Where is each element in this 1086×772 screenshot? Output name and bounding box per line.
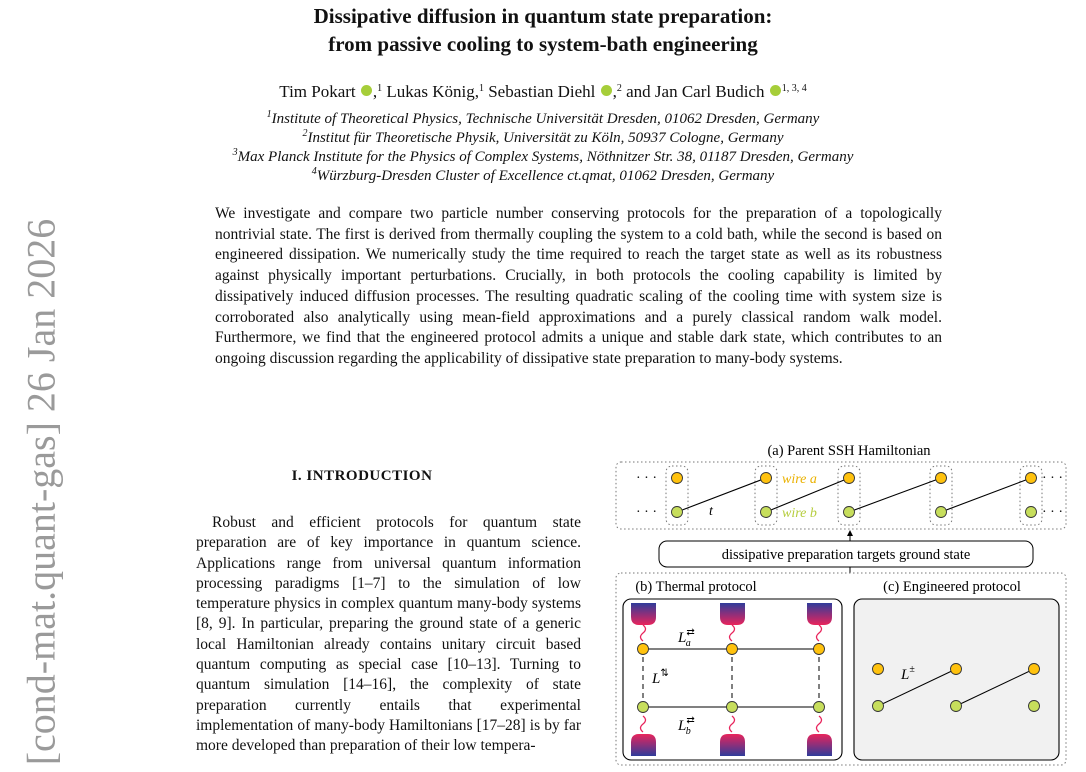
panel-c xyxy=(854,599,1059,760)
author-name: Lukas König xyxy=(386,82,475,101)
affiliation: $^4$Würzburg-Dresden Cluster of Excellence ct.qmat, 01062 Dresden, Germany xyxy=(311,166,775,184)
affiliation: $^2$Institut für Theoretische Physik, Universität zu Köln, 50937 Cologne, Germany xyxy=(302,128,784,146)
title-line-2: from passive cooling to system-bath engineering xyxy=(328,32,758,56)
figure-svg xyxy=(614,442,1072,767)
ellipsis: · · · xyxy=(1042,471,1063,486)
author-name: Tim Pokart xyxy=(279,82,356,101)
ellipsis: · · · xyxy=(1042,505,1063,520)
wire-a-sites xyxy=(672,473,1037,484)
orcid-icon[interactable] xyxy=(770,85,781,96)
lindblad-a: L⇄ a xyxy=(678,627,695,649)
connector-label: dissipative preparation targets ground state xyxy=(721,547,971,563)
abstract: We investigate and compare two particle number conserving protocols for the preparation of a topologically nontrivial state. The first is derived from thermally coupling the system to a cold bath, while the second is based on engineered dissipation. We numerically study the time required to reach the target state as well as its robustness against physically important perturbations. Crucially, in both protocols the cooling capability is limited by dissipatively induced diffusion processes. The resulting quadratic scaling of the cooling time with system size is corroborated also analytically using mean-field approximations and a purely classical random walk model. Furthermore, we find that the engineered protocol admits a unique and stable dark state, which contributes to an ongoing discussion regarding the applicability of dissipative state preparation to many-body systems. xyxy=(215,205,942,367)
panel-a-frame xyxy=(616,462,1066,529)
affiliation-list xyxy=(0,110,1086,186)
paper-title xyxy=(0,2,1086,58)
arxiv-sidebar xyxy=(10,218,72,766)
section-heading: I. INTRODUCTION xyxy=(291,468,433,484)
title-line-1: Dissipative diffusion in quantum state preparation: xyxy=(313,4,773,28)
author-conjunction: and xyxy=(626,82,651,101)
panel-c-title: (c) Engineered protocol xyxy=(883,579,1021,595)
arxiv-id: [cond-mat.quant-gas] 26 Jan 2026 xyxy=(18,218,64,766)
lindblad-engineered: L± xyxy=(901,664,915,683)
author-name: Jan Carl Budich xyxy=(654,82,765,101)
panel-a-title: (a) Parent SSH Hamiltonian xyxy=(767,443,931,459)
figure-1 xyxy=(614,442,1072,772)
author-affiliation: 1 xyxy=(377,83,383,94)
orcid-icon[interactable] xyxy=(361,85,372,96)
wire-b-label: wire b xyxy=(782,506,817,521)
wire-b-sites xyxy=(672,507,1037,518)
ellipsis: · · · xyxy=(636,471,657,486)
affiliation: $^1$Institute of Theoretical Physics, Technische Universität Dresden, 01062 Dresden, Germany xyxy=(266,109,820,127)
author-affiliation: 1 xyxy=(478,83,484,94)
ssh-bonds xyxy=(677,478,1031,512)
author-affiliation: 2 xyxy=(616,83,622,94)
author-list: Tim Pokart ,$^1$ Lukas König,$^1$ Sebastian Diehl ,$^2$ and Jan Carl Budich $^{1, 3, 4}$ xyxy=(279,82,807,101)
affiliation: $^3$Max Planck Institute for the Physics of Complex Systems, Nöthnitzer Str. 38, 01187 Dresden, Germany xyxy=(232,147,854,165)
author-name: Sebastian Diehl xyxy=(488,82,596,101)
lindblad-vertical: L⇅ xyxy=(652,668,669,687)
intro-paragraph: Robust and efficient protocols for quantum state preparation are of key importance in quantum science. Applications range from universal quantum information processing paradigms [1–7] to the simulation of low temperature physics in complex quantum many-body systems [8, 9]. In particular, preparing the ground state of a generic local Hamiltonian already contains unitary circuit based quantum computing as special case [10–13]. Turning to quantum simulation [14–16], the complexity of state preparation currently entails that experimental implementation of many-body Hamiltonians [17–28] is by far more developed than preparation of their low tempera- xyxy=(196,514,581,755)
hopping-label: t xyxy=(709,504,713,519)
panel-b-title: (b) Thermal protocol xyxy=(635,579,757,595)
arrow-head xyxy=(847,530,853,536)
ellipsis: · · · xyxy=(636,505,657,520)
wire-a-label: wire a xyxy=(782,472,817,487)
lindblad-b: L⇄ b xyxy=(678,715,695,737)
author-affiliation: 1, 3, 4 xyxy=(781,83,807,94)
orcid-icon[interactable] xyxy=(601,85,612,96)
